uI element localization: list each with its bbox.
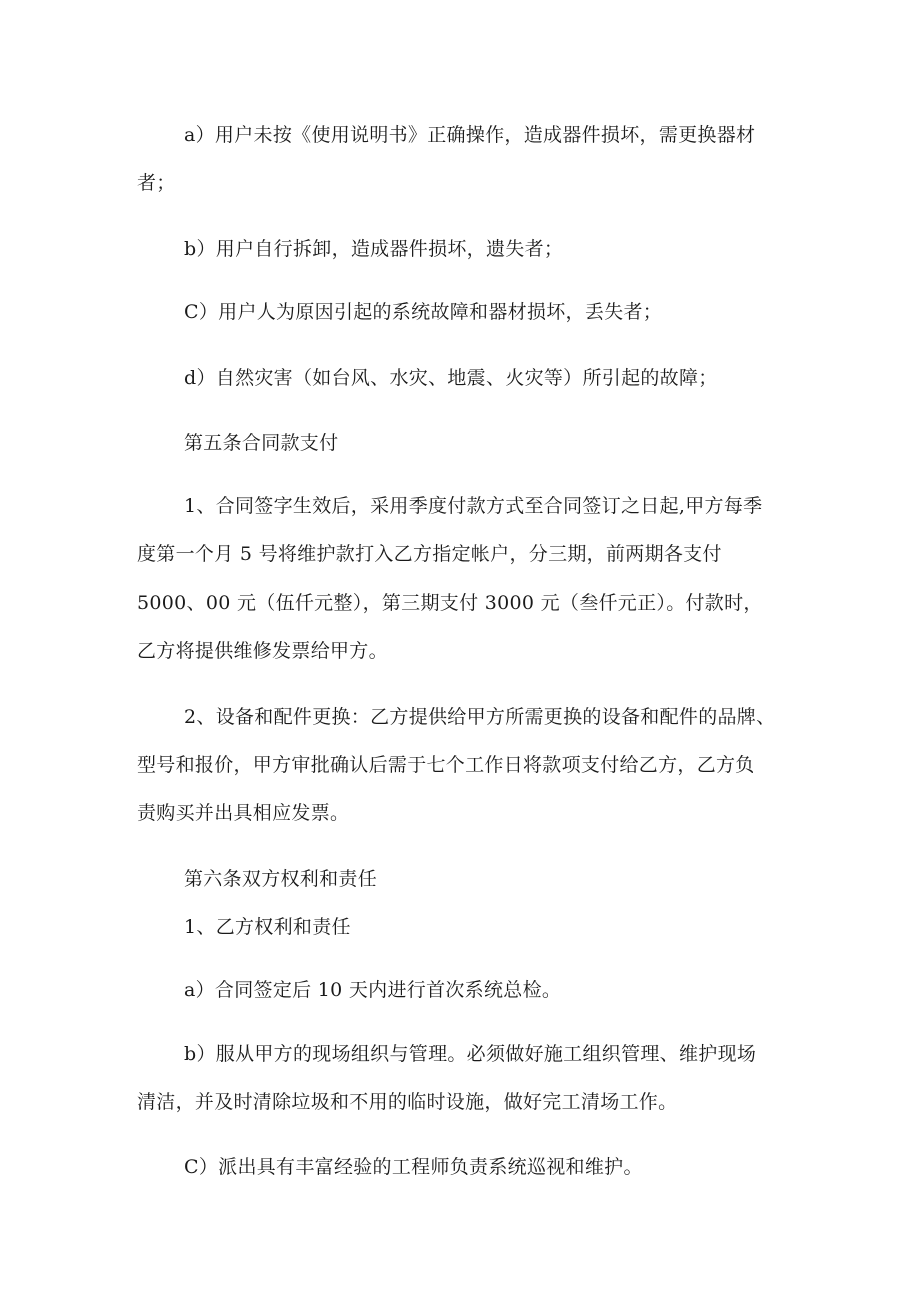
paragraph-line: 度第一个月 5 号将维护款打入乙方指定帐户，分三期，前两期各支付 xyxy=(137,543,722,565)
paragraph-line: a）合同签定后 10 天内进行首次系统总检。 xyxy=(184,979,562,1001)
paragraph-line: 清洁，并及时清除垃圾和不用的临时设施，做好完工清场工作。 xyxy=(137,1091,678,1113)
section-heading: 第五条合同款支付 xyxy=(184,432,339,454)
section-heading: 第六条双方权利和责任 xyxy=(184,868,378,890)
paragraph-line: 乙方将提供维修发票给甲方。 xyxy=(137,640,388,662)
paragraph-line: 2、设备和配件更换：乙方提供给甲方所需更换的设备和配件的品牌、 xyxy=(184,706,776,728)
paragraph-line: d）自然灾害（如台风、水灾、地震、火灾等）所引起的故障； xyxy=(184,367,718,389)
paragraph-line: 5000、00 元（伍仟元整），第三期支付 3000 元（叁仟元正）。付款时， xyxy=(137,592,763,614)
paragraph-line: C）用户人为原因引起的系统故障和器材损坏，丢失者； xyxy=(184,301,663,323)
paragraph-line: 1、合同签字生效后，采用季度付款方式至合同签订之日起,甲方每季 xyxy=(184,495,763,517)
paragraph-line: b）用户自行拆卸，造成器件损坏，遗失者； xyxy=(184,238,564,260)
paragraph-line: 者； xyxy=(137,172,176,194)
paragraph-line: a）用户未按《使用说明书》正确操作，造成器件损坏，需更换器材 xyxy=(184,124,756,146)
paragraph-line: 型号和报价，甲方审批确认后需于七个工作日将款项支付给乙方，乙方负 xyxy=(137,754,755,776)
paragraph-line: b）服从甲方的现场组织与管理。必须做好施工组织管理、维护现场 xyxy=(184,1043,757,1065)
paragraph-line: 1、乙方权利和责任 xyxy=(184,916,351,938)
paragraph-line: 责购买并出具相应发票。 xyxy=(137,802,350,824)
paragraph-line: C）派出具有丰富经验的工程师负责系统巡视和维护。 xyxy=(184,1156,643,1178)
